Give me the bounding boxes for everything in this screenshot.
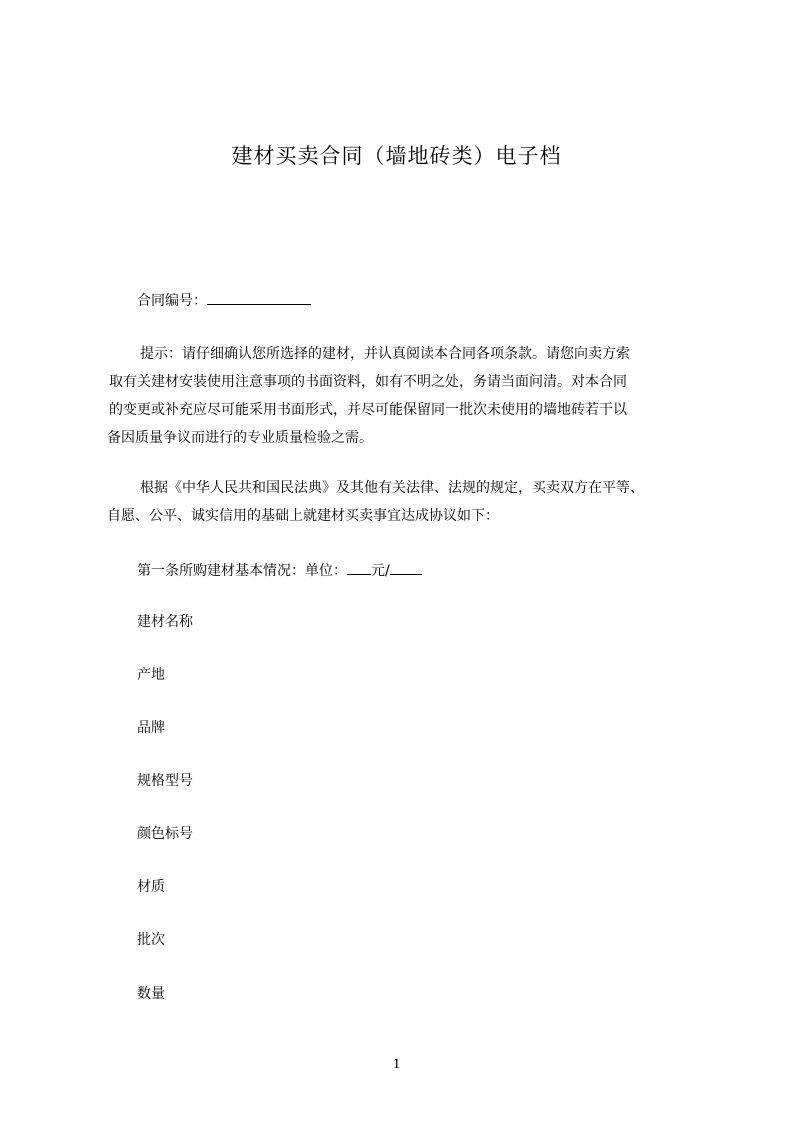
- document-title: 建材买卖合同（墙地砖类）电子档: [231, 144, 562, 168]
- article1-prefix: 第一条所购建材基本情况：单位：: [137, 563, 347, 579]
- field-label: 规格型号: [137, 773, 193, 789]
- notice-paragraph: [107, 340, 707, 452]
- contract-number-label: 合同编号：: [137, 293, 207, 309]
- preamble-line: 根据《中华人民共和国民法典》及其他有关法律、法规的规定，买卖双方在平等、: [140, 480, 644, 496]
- notice-line: 提示：请仔细确认您所选择的建材，并认真阅读本合同各项条款。请您向卖方索: [140, 346, 630, 362]
- article1-unit: 元/: [371, 563, 390, 579]
- unit-price-blank[interactable]: [347, 560, 371, 575]
- field-label: 产地: [137, 667, 165, 683]
- contract-number-blank[interactable]: [207, 290, 311, 305]
- field-label: 建材名称: [137, 614, 193, 630]
- preamble-line: 自愿、公平、诚实信用的基础上就建材买卖事宜达成协议如下：: [107, 508, 499, 524]
- article1-line: [137, 560, 422, 581]
- notice-line: 取有关建材安装使用注意事项的书面资料，如有不明之处，务请当面问清。对本合同: [109, 374, 627, 390]
- field-label: 品牌: [137, 720, 165, 736]
- contract-number-line: [137, 290, 311, 311]
- field-label: 材质: [137, 879, 165, 895]
- notice-line: 备因质量争议而进行的专业质量检验之需。: [107, 430, 373, 446]
- field-label: 颜色标号: [137, 826, 193, 842]
- notice-line: 的变更或补充应尽可能采用书面形式，并尽可能保留同一批次未使用的墙地砖若干以: [109, 402, 627, 418]
- unit-quantity-blank[interactable]: [390, 560, 422, 575]
- field-label: 批次: [137, 932, 165, 948]
- field-label: 数量: [137, 986, 165, 1002]
- page-number: 1: [392, 1056, 401, 1072]
- preamble-paragraph: [107, 474, 707, 530]
